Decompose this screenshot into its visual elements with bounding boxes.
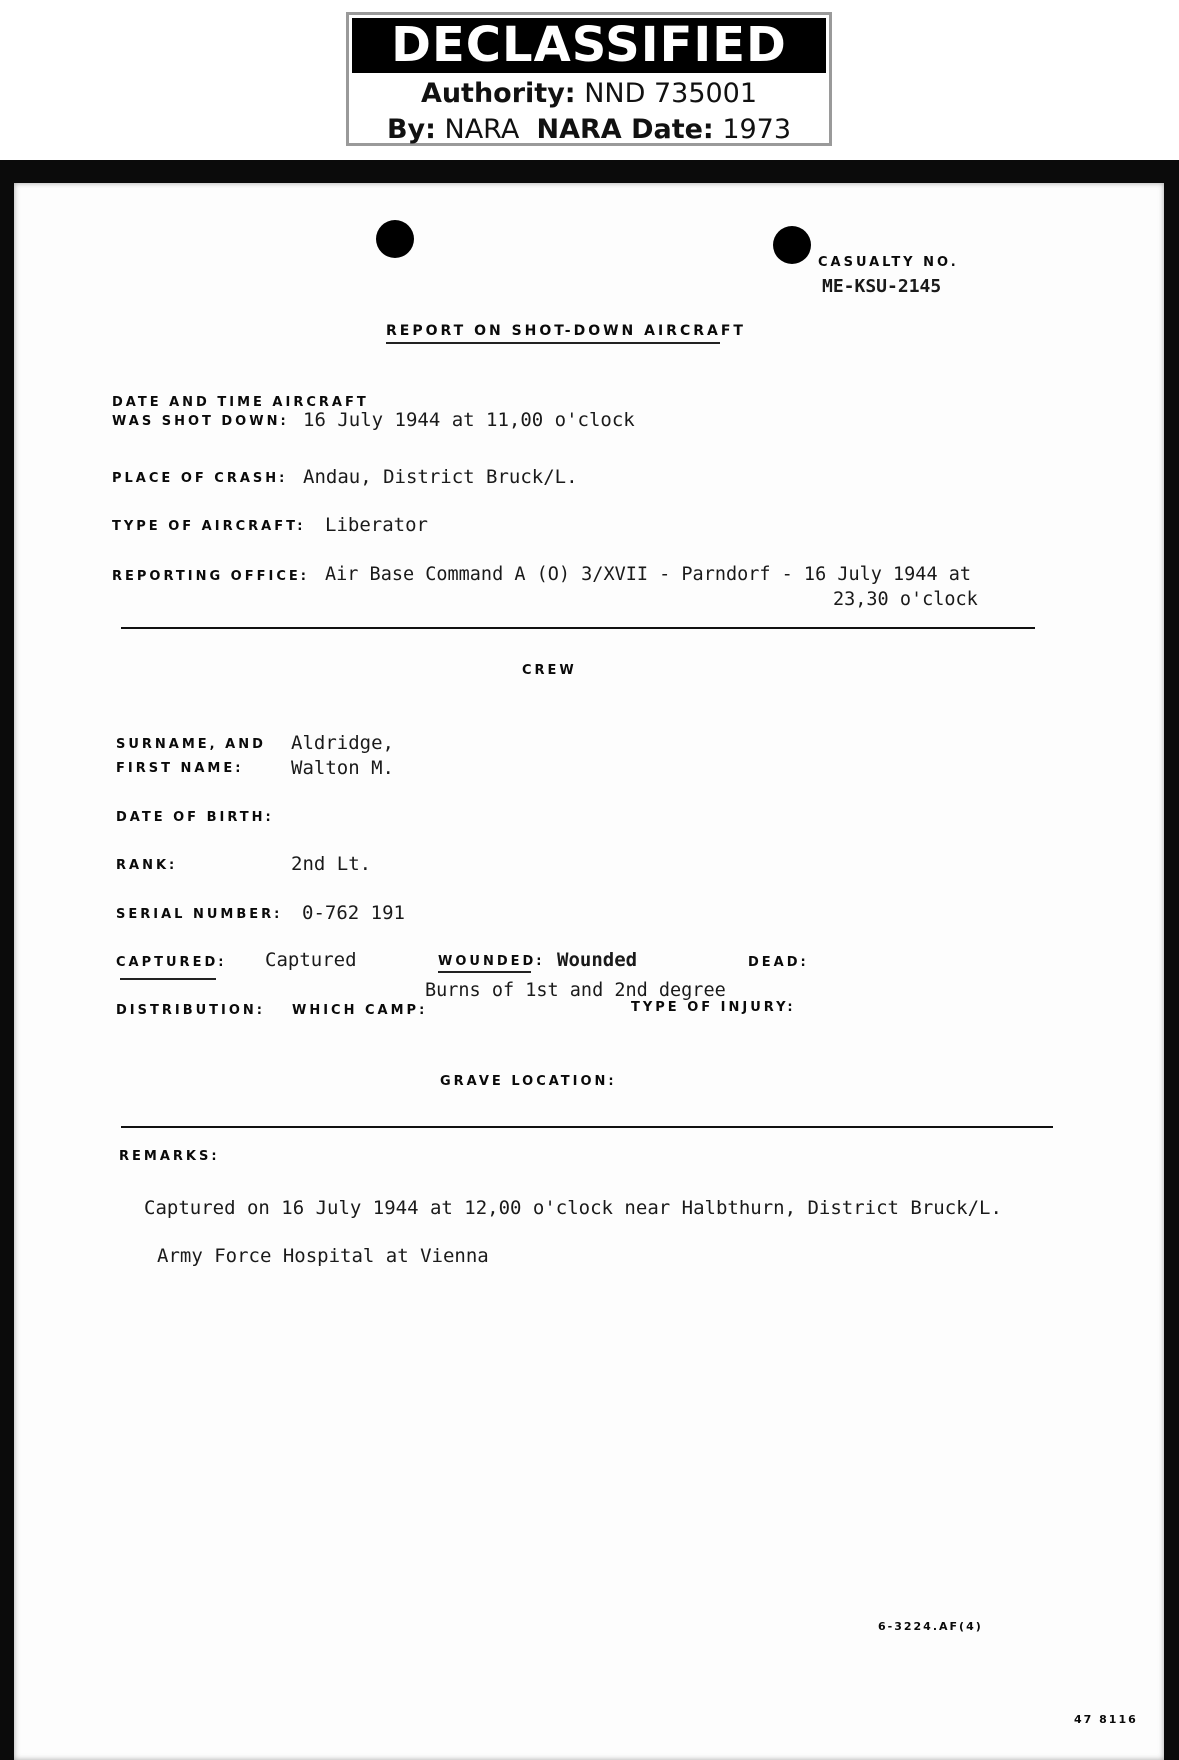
remarks-line-1: Captured on 16 July 1944 at 12,00 o'clock near Halbthurn, District Bruck/L.	[144, 1197, 1002, 1219]
place-value: Andau, District Bruck/L.	[303, 466, 578, 488]
injury-label: TYPE OF INJURY:	[631, 1000, 796, 1015]
camp-label: WHICH CAMP:	[292, 1003, 428, 1018]
type-label: TYPE OF AIRCRAFT:	[112, 519, 306, 534]
document-page	[14, 183, 1164, 1760]
wounded-value: Wounded	[557, 949, 638, 971]
date-time-value: 16 July 1944 at 11,00 o'clock	[303, 409, 635, 431]
surname-value: Aldridge,	[291, 732, 394, 754]
section-rule-2	[121, 1126, 1053, 1128]
distribution-label: DISTRIBUTION:	[116, 1003, 266, 1018]
stamp-authority	[349, 76, 829, 112]
surname-label: SURNAME, AND	[116, 737, 266, 752]
captured-label: CAPTURED:	[116, 955, 227, 970]
section-rule-1	[121, 627, 1035, 629]
stamp-by-date	[349, 112, 829, 148]
serial-value: 0-762 191	[302, 902, 405, 924]
rank-label: RANK:	[116, 858, 178, 873]
casualty-number: ME-KSU-2145	[822, 276, 942, 297]
firstname-value: Walton M.	[291, 757, 394, 779]
punch-hole-right	[773, 226, 811, 264]
wounded-label: WOUNDED:	[438, 954, 545, 969]
firstname-label: FIRST NAME:	[116, 761, 244, 776]
type-value: Liberator	[325, 514, 428, 536]
stamp-by-value: NARA	[444, 114, 520, 145]
wounded-underline	[438, 971, 531, 973]
dead-label: DEAD:	[748, 955, 809, 970]
place-label: PLACE OF CRASH:	[112, 471, 288, 486]
injury-value: Burns of 1st and 2nd degree	[425, 980, 726, 1001]
stamp-title: DECLASSIFIED	[352, 18, 826, 73]
office-value-2: 23,30 o'clock	[833, 589, 978, 610]
remarks-label: REMARKS:	[119, 1149, 220, 1164]
office-label: REPORTING OFFICE:	[112, 569, 309, 584]
form-number: 6-3224.AF(4)	[878, 1620, 983, 1633]
stamp-authority-label: Authority:	[420, 78, 576, 109]
grave-label: GRAVE LOCATION:	[440, 1074, 617, 1089]
captured-underline	[120, 978, 216, 980]
stamp-authority-value: NND 735001	[584, 78, 758, 109]
office-value-1: Air Base Command A (O) 3/XVII - Parndorf - 16 July 1944 at	[325, 564, 972, 585]
stamp-by-label: By:	[386, 114, 436, 145]
report-title: REPORT ON SHOT-DOWN AIRCRAFT	[386, 323, 746, 339]
date-time-label-1: DATE AND TIME AIRCRAFT	[112, 395, 369, 410]
casualty-label: CASUALTY NO.	[818, 255, 959, 270]
title-underline	[386, 342, 720, 344]
captured-value: Captured	[265, 949, 357, 971]
serial-label: SERIAL NUMBER:	[116, 907, 283, 922]
dob-label: DATE OF BIRTH:	[116, 810, 274, 825]
declassified-stamp	[346, 12, 832, 146]
crew-heading: CREW	[522, 663, 577, 678]
rank-value: 2nd Lt.	[291, 853, 372, 875]
stamp-date-label: NARA Date:	[536, 114, 714, 145]
stamp-date-value: 1973	[722, 114, 792, 145]
punch-hole-left	[376, 220, 414, 258]
date-time-label-2: WAS SHOT DOWN:	[112, 414, 289, 429]
corner-number: 47 8116	[1074, 1713, 1138, 1726]
remarks-line-2: Army Force Hospital at Vienna	[157, 1245, 489, 1267]
